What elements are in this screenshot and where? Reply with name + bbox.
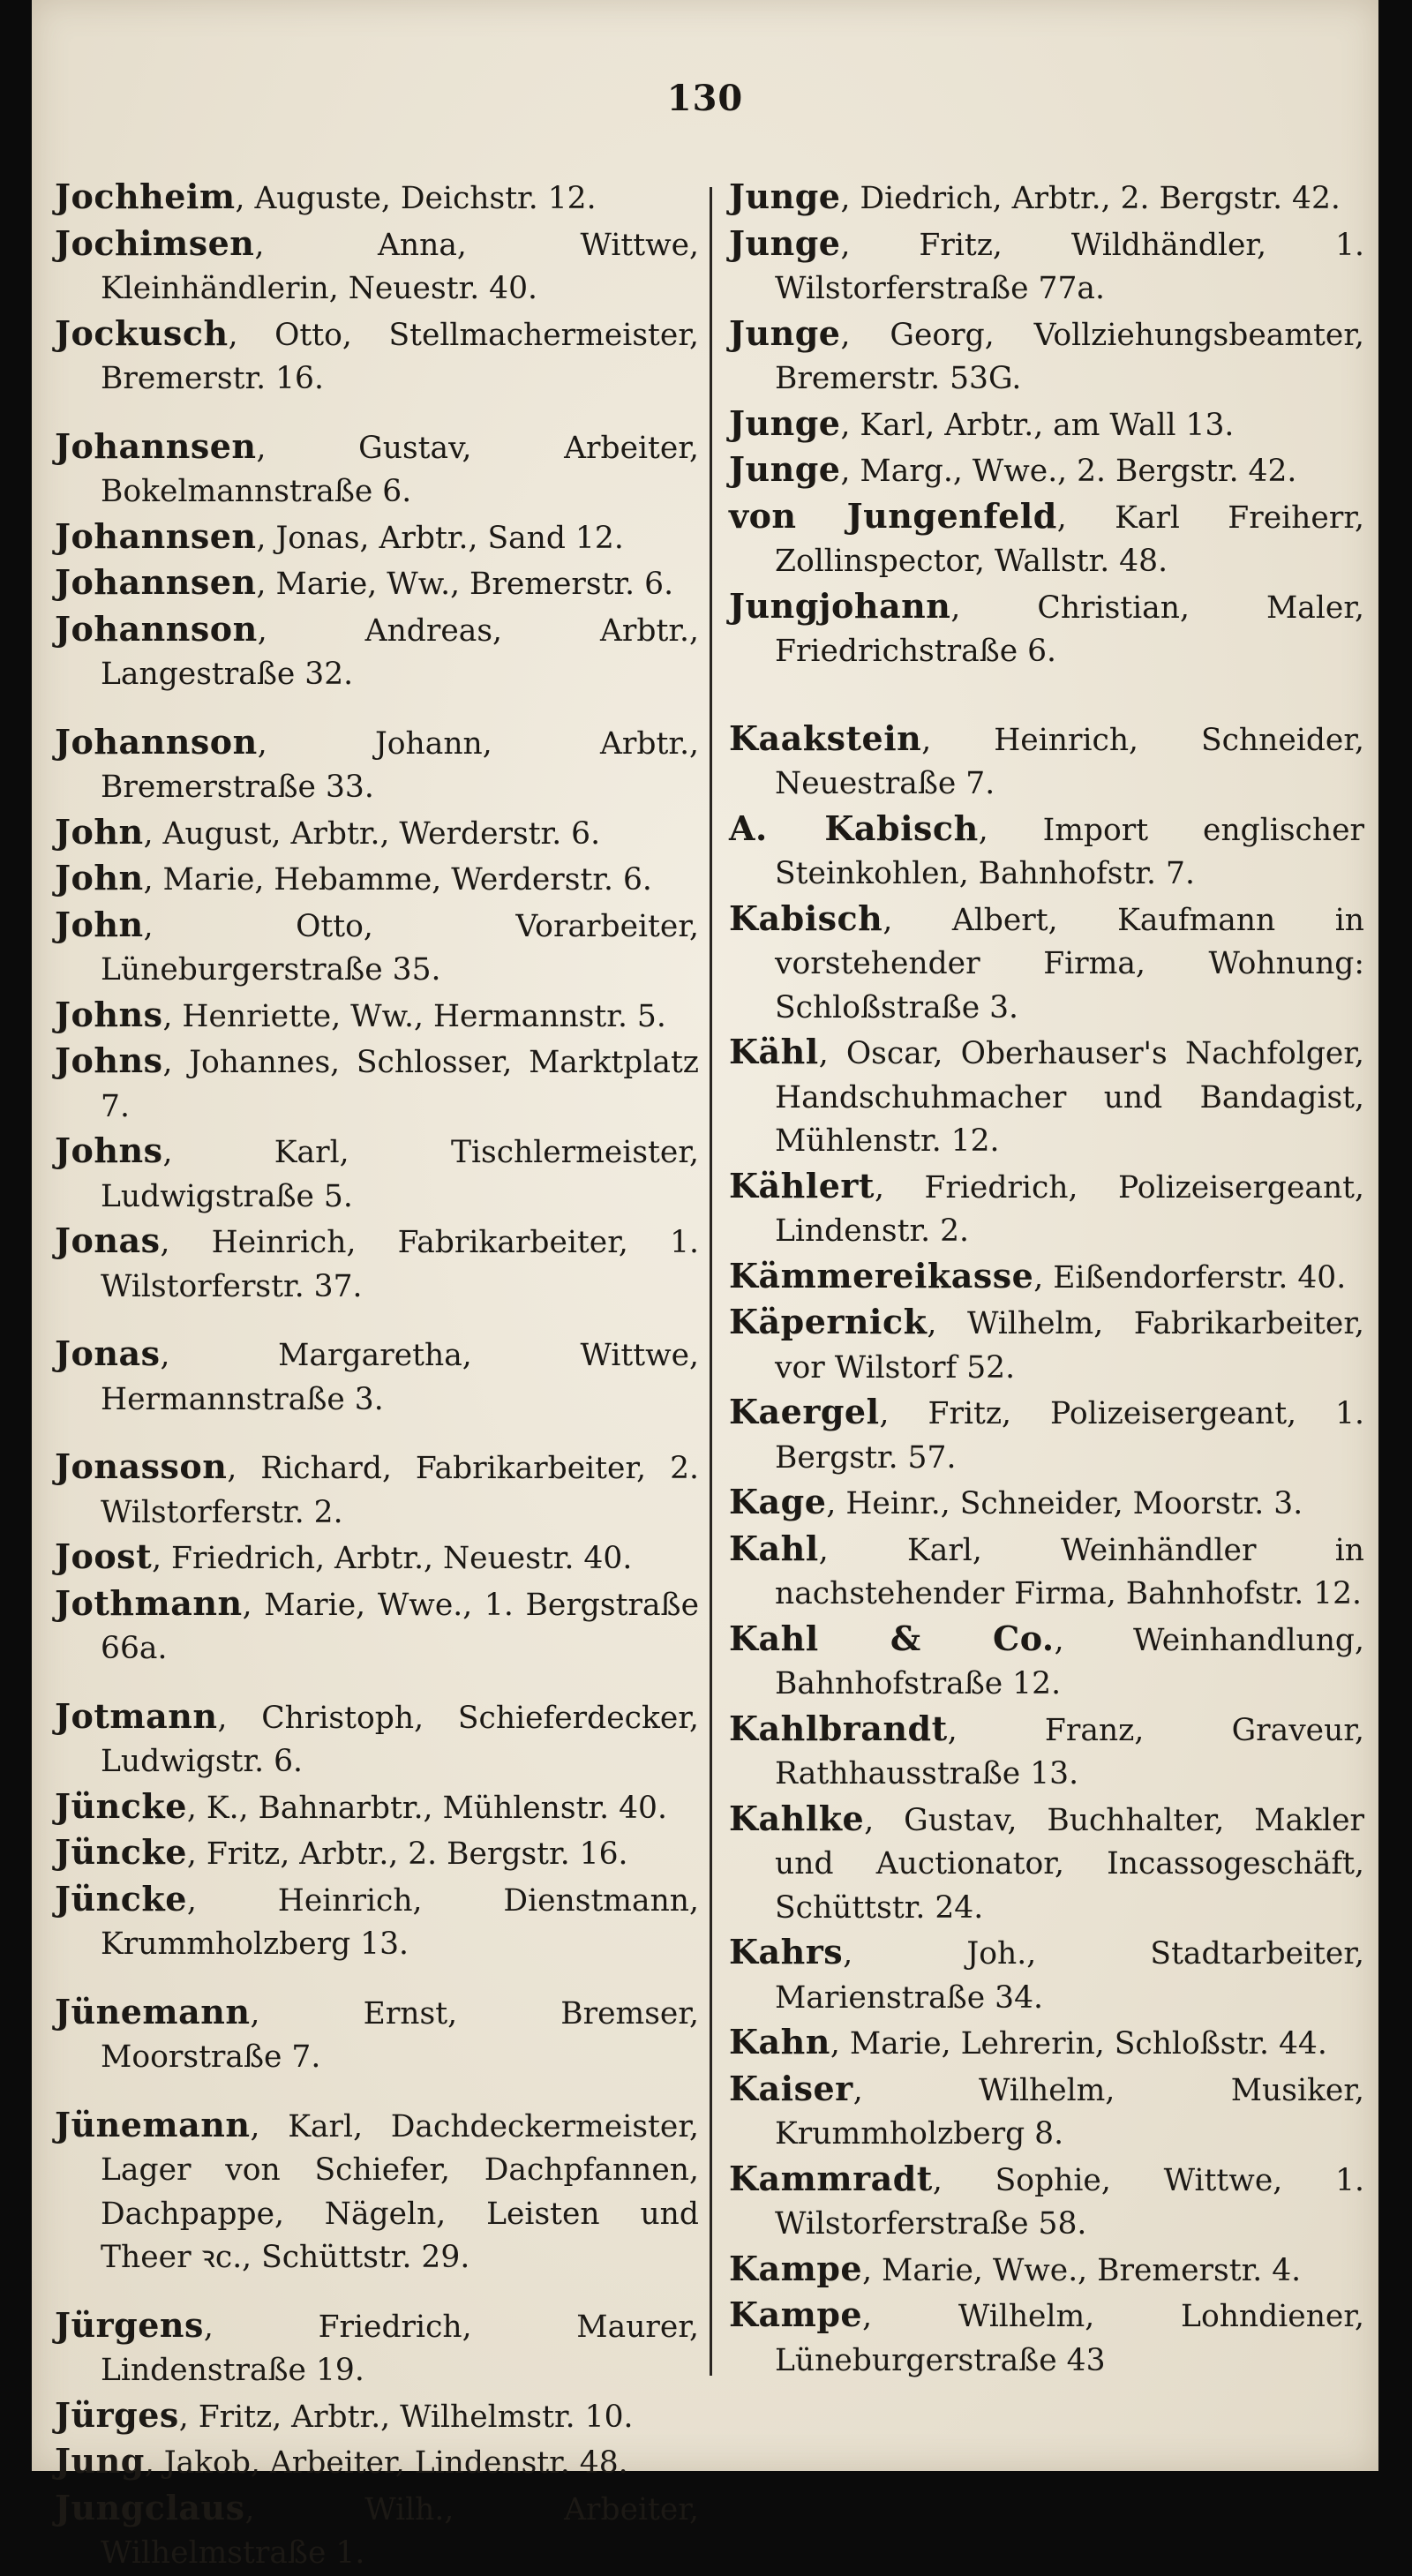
entry-details: , Gustav, Arbeiter, Bokelmannstraße 6. [101, 430, 699, 509]
entry-name: Johannsen [55, 515, 257, 556]
entry-name: Johns [55, 1040, 163, 1080]
entry-name: Kämmereikasse [729, 1255, 1034, 1296]
entry-name: Johns [55, 994, 163, 1034]
entry-details: , Karl, Arbtr., am Wall 13. [840, 407, 1235, 443]
entry-name: Kahlbrandt [729, 1708, 948, 1748]
entry-name: Junge [729, 402, 841, 443]
directory-entry [55, 1535, 699, 1581]
entry-name: Kahl & Co. [729, 1618, 1055, 1658]
entry-details: , Margaretha, Wittwe, Hermannstraße 3. [101, 1338, 699, 1417]
entry-details: , Ernst, Bremser, Moorstraße 7. [101, 1995, 699, 2075]
directory-entry [55, 175, 699, 222]
directory-entry [729, 584, 1364, 674]
entry-name: Kaakstein [729, 717, 922, 758]
column-divider [710, 187, 712, 2376]
entry-name: Kampe [729, 2248, 863, 2288]
left-column [55, 175, 699, 2576]
directory-entry [55, 222, 699, 312]
entry-details: , Karl, Tischlermeister, Ludwigstraße 5. [101, 1135, 699, 1214]
entry-details: , Richard, Fabrikarbeiter, 2. Wilstorferstr. 2. [101, 1451, 699, 1530]
directory-entry [729, 717, 1364, 807]
entry-details: , Otto, Vorarbeiter, Lüneburgerstraße 35. [101, 908, 699, 988]
entry-name: Jockusch [55, 312, 229, 353]
directory-entry [55, 903, 699, 993]
directory-entry [55, 856, 699, 903]
directory-entry [729, 222, 1364, 312]
entry-details: , Wilhelm, Lohndiener, Lüneburgerstraße 43 [775, 2299, 1364, 2378]
page-number: 130 [666, 78, 744, 119]
entry-details: , Karl Freiherr, Zollinspector, Wallstr. 48. [775, 499, 1364, 579]
entry-details: , Weinhandlung, Bahnhofstraße 12. [775, 1622, 1364, 1701]
directory-entry [55, 1830, 699, 1877]
entry-name: Johannson [55, 608, 258, 649]
entry-details: , Karl, Weinhändler in nachstehender Firma, Bahnhofstr. 12. [775, 1532, 1364, 1611]
directory-entry [729, 807, 1364, 897]
entry-name: Johannsen [55, 425, 257, 466]
directory-entry [55, 424, 699, 514]
entry-details: , Otto, Stellmachermeister, Bremerstr. 16. [101, 317, 699, 396]
directory-entry [55, 1445, 699, 1535]
entry-details: , Jonas, Arbtr., Sand 12. [256, 520, 624, 556]
entry-details: , K., Bahnarbtr., Mühlenstr. 40. [186, 1790, 667, 1826]
entry-details: , August, Arbtr., Werderstr. 6. [143, 815, 601, 852]
directory-entry [55, 2303, 699, 2393]
entry-details: , Marie, Ww., Bremerstr. 6. [256, 567, 674, 602]
directory-entry [729, 1164, 1364, 1254]
directory-entry [55, 1990, 699, 2080]
entry-name: Jothmann [55, 1582, 243, 1623]
entry-name: Joost [55, 1536, 153, 1576]
directory-entry [55, 1694, 699, 1784]
directory-entry [55, 1219, 699, 1309]
entry-name: Jürges [55, 2394, 179, 2435]
directory-entry [55, 1129, 699, 1219]
entry-details: , Anna, Wittwe, Kleinhändlerin, Neuestr. 40. [101, 227, 699, 306]
entry-details: , Fritz, Polizeisergeant, 1. Bergstr. 57. [775, 1396, 1364, 1476]
entry-details: , Christian, Maler, Friedrichstraße 6. [775, 590, 1364, 669]
entry-name: John [55, 904, 144, 944]
entry-name: Kahlke [729, 1798, 865, 1838]
entry-details: , Georg, Vollziehungsbeamter, Bremerstr. 53G. [775, 317, 1364, 396]
entry-details: , Fritz, Arbtr., Wilhelmstr. 10. [178, 2399, 634, 2435]
directory-entry [55, 2103, 699, 2280]
entry-name: Jürgens [55, 2304, 204, 2345]
entry-name: John [55, 811, 144, 852]
entry-details: , Wilhelm, Fabrikarbeiter, vor Wilstorf 52. [775, 1306, 1364, 1386]
entry-name: Jonas [55, 1333, 161, 1373]
entry-name: Käpernick [729, 1302, 928, 1341]
directory-entry [729, 1617, 1364, 1707]
entry-details: , Friedrich, Polizeisergeant, Lindenstr. 2. [775, 1169, 1364, 1249]
entry-name: Johannsen [55, 562, 257, 602]
directory-entry [729, 2247, 1364, 2294]
directory-entry [729, 2067, 1364, 2157]
directory-entry [55, 607, 699, 697]
entry-name: Kage [729, 1482, 827, 1521]
directory-entry [55, 1039, 699, 1129]
entry-name: Junge [729, 312, 841, 353]
entry-name: Jüncke [55, 1878, 187, 1919]
directory-entry [55, 1877, 699, 1967]
entry-name: Kampe [729, 2294, 863, 2334]
directory-entry [729, 494, 1364, 584]
directory-entry [55, 1332, 699, 1422]
entry-details: , Marie, Wwe., Bremerstr. 4. [862, 2252, 1302, 2288]
entry-name: Jüncke [55, 1832, 187, 1872]
entry-name: Kählert [729, 1165, 875, 1205]
entry-name: Kaergel [729, 1392, 880, 1431]
entry-name: Jotmann [55, 1695, 218, 1736]
directory-entry [55, 312, 699, 402]
entry-details: , Eißendorferstr. 40. [1033, 1259, 1347, 1296]
directory-entry [55, 2393, 699, 2440]
entry-name: Johns [55, 1130, 163, 1170]
entry-details: , Heinrich, Schneider, Neuestraße 7. [775, 722, 1364, 801]
directory-entry [729, 447, 1364, 494]
entry-name: Junge [729, 449, 841, 489]
directory-entry [55, 1784, 699, 1831]
entry-details: , Heinrich, Fabrikarbeiter, 1. Wilstorferstr. 37. [101, 1225, 699, 1304]
entry-details: , Marg., Wwe., 2. Bergstr. 42. [840, 454, 1297, 489]
entry-details: , Marie, Wwe., 1. Bergstraße 66a. [101, 1587, 699, 1666]
directory-entry [729, 2293, 1364, 2383]
entry-name: Jüncke [55, 1785, 187, 1826]
entry-details: , Friedrich, Maurer, Lindenstraße 19. [101, 2309, 699, 2388]
entry-name: von Jungenfeld [729, 495, 1057, 536]
directory-entry [729, 175, 1364, 222]
entry-details: , Franz, Graveur, Rathhausstraße 13. [775, 1712, 1364, 1791]
entry-name: Jonasson [55, 1446, 228, 1486]
directory-entry [729, 1254, 1364, 1301]
entry-details: , Friedrich, Arbtr., Neuestr. 40. [152, 1541, 633, 1576]
entry-details: , Heinrich, Dienstmann, Krummholzberg 13. [101, 1882, 699, 1962]
entry-name: Jungjohann [729, 585, 951, 626]
entry-name: John [55, 858, 144, 897]
directory-entry [55, 810, 699, 857]
entry-name: Jungclaus [55, 2487, 245, 2527]
entry-details: , Joh., Stadtarbeiter, Marienstraße 34. [775, 1936, 1364, 2016]
entry-name: Jochheim [55, 176, 236, 216]
entry-details: , Albert, Kaufmann in vorstehender Firma, Wohnung: Schloßstraße 3. [775, 902, 1364, 1025]
entry-name: Kähl [729, 1032, 819, 1071]
entry-details: , Karl, Dachdeckermeister, Lager von Schiefer, Dachpfannen, Dachpappe, Nägeln, Leisten und Theer ꝛc., Schüttstr. 29. [101, 2108, 699, 2275]
directory-entry [729, 402, 1364, 448]
directory-entry [729, 1930, 1364, 2020]
directory-entry [729, 897, 1364, 1031]
entry-details: , Oscar, Oberhauser's Nachfolger, Handschuhmacher und Bandagist, Mühlenstr. 12. [775, 1036, 1364, 1159]
right-column [729, 175, 1364, 2383]
entry-details: , Marie, Lehrerin, Schloßstr. 44. [830, 2026, 1327, 2062]
directory-entry [729, 2157, 1364, 2247]
directory-entry [729, 1480, 1364, 1527]
directory-entry [55, 2486, 699, 2576]
entry-name: Kammradt [729, 2158, 933, 2198]
entry-name: Jung [55, 2441, 145, 2481]
entry-details: , Andreas, Arbtr., Langestraße 32. [101, 612, 699, 692]
entry-details: , Fritz, Arbtr., 2. Bergstr. 16. [186, 1836, 628, 1872]
directory-entry [729, 1527, 1364, 1617]
entry-details: , Diedrich, Arbtr., 2. Bergstr. 42. [840, 181, 1341, 216]
entry-details: , Johann, Arbtr., Bremerstraße 33. [101, 725, 699, 805]
directory-entry [729, 1300, 1364, 1390]
entry-details: , Import englischer Steinkohlen, Bahnhofstr. 7. [775, 812, 1364, 891]
directory-entry [729, 2020, 1364, 2067]
entry-name: Jünemann [55, 1991, 251, 2032]
entry-name: Jünemann [55, 2104, 251, 2144]
entry-name: Kaiser [729, 2068, 853, 2108]
entry-name: Jochimsen [55, 222, 255, 263]
directory-entry [55, 720, 699, 810]
directory-entry [55, 993, 699, 1040]
directory-entry [729, 1030, 1364, 1164]
entry-name: Kahl [729, 1528, 819, 1568]
entry-details: , Fritz, Wildhändler, 1. Wilstorferstraße 77a. [775, 227, 1364, 306]
entry-details: , Marie, Hebamme, Werderstr. 6. [143, 862, 652, 897]
directory-entry [729, 1390, 1364, 1480]
entry-details: , Sophie, Wittwe, 1. Wilstorferstraße 58. [775, 2162, 1364, 2242]
directory-page [32, 0, 1378, 2571]
entry-details: , Wilh., Arbeiter, Wilhelmstraße 1. [101, 2491, 699, 2571]
entry-name: Junge [729, 176, 841, 216]
entry-name: Johannson [55, 721, 258, 762]
directory-entry [729, 1707, 1364, 1797]
directory-entry [55, 560, 699, 607]
entry-name: Junge [729, 222, 841, 263]
directory-entry [55, 2439, 699, 2486]
entry-details: , Heinr., Schneider, Moorstr. 3. [826, 1486, 1303, 1521]
entry-name: Kahn [729, 2022, 830, 2062]
entry-name: Kahrs [729, 1932, 844, 1971]
directory-entry [55, 514, 699, 561]
entry-name: Kabisch [729, 897, 883, 938]
entry-details: , Henriette, Ww., Hermannstr. 5. [162, 998, 666, 1034]
directory-entry [729, 1797, 1364, 1931]
entry-name: Jonas [55, 1220, 161, 1260]
entry-details: , Gustav, Buchhalter, Makler und Auctionator, Incassogeschäft, Schüttstr. 24. [775, 1802, 1364, 1926]
directory-entry [55, 1581, 699, 1671]
entry-name: A. Kabisch [729, 807, 979, 848]
entry-details: , Wilhelm, Musiker, Krummholzberg 8. [775, 2072, 1364, 2152]
directory-entry [729, 312, 1364, 402]
entry-details: , Jakob, Arbeiter, Lindenstr. 48. [144, 2445, 628, 2481]
entry-details: , Christoph, Schieferdecker, Ludwigstr. 6. [101, 1700, 699, 1779]
entry-details: , Auguste, Deichstr. 12. [235, 181, 597, 216]
entry-details: , Johannes, Schlosser, Marktplatz 7. [101, 1045, 699, 1124]
